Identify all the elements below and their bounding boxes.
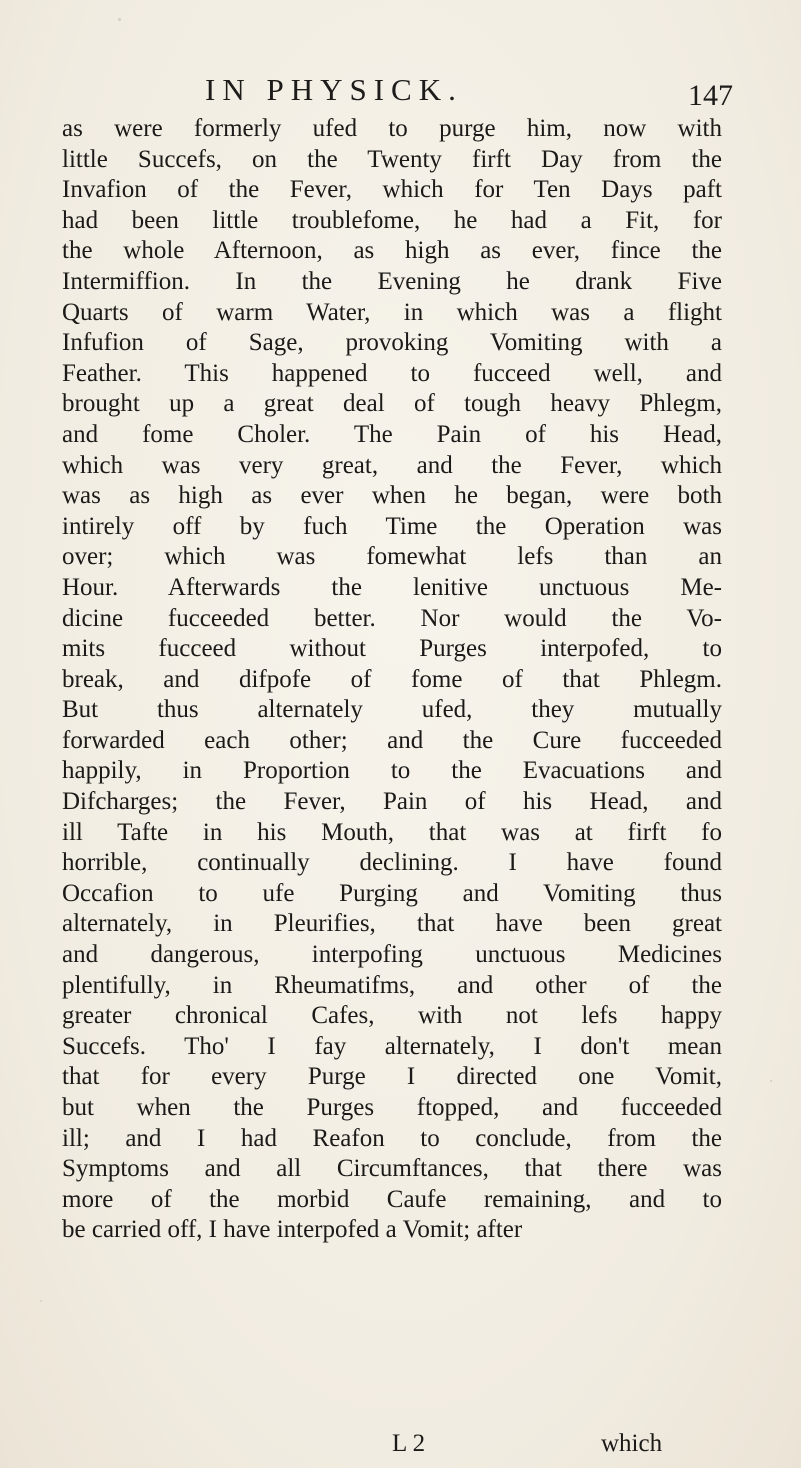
text-line: greater chronical Cafes, with not lefs happy <box>62 1002 722 1030</box>
text-line: Feather. This happened to fucceed well, and <box>62 359 722 387</box>
text-line: Occafion to ufe Purging and Vomiting thus <box>62 879 722 907</box>
text-line: Hour. Afterwards the lenitive unctuous Me- <box>62 573 722 601</box>
text-line: break, and difpofe of fome of that Phlegm. <box>62 665 722 693</box>
paper-speck <box>118 18 121 21</box>
text-line: Symptoms and all Circumftances, that there was <box>62 1155 722 1183</box>
text-line: Invafion of the Fever, which for Ten Days paft <box>62 176 722 204</box>
page-number: 147 <box>688 79 733 112</box>
text-line: and fome Choler. The Pain of his Head, <box>62 420 722 448</box>
text-line: forwarded each other; and the Cure fucceeded <box>62 726 722 754</box>
text-line: was as high as ever when he began, were both <box>62 482 722 510</box>
text-line: Succefs. Tho' I fay alternately, I don't mean <box>62 1032 722 1060</box>
text-line: as were formerly ufed to purge him, now with <box>62 115 722 142</box>
text-line: more of the morbid Caufe remaining, and to <box>62 1185 722 1213</box>
running-head <box>0 70 801 110</box>
running-head-title: IN PHYSICK. <box>205 72 463 107</box>
page-footer <box>0 1428 801 1460</box>
text-line: ill Tafte in his Mouth, that was at firft fo <box>62 818 722 846</box>
text-line: alternately, in Pleurifies, that have been great <box>62 910 722 938</box>
signature-mark: L 2 <box>392 1430 426 1457</box>
text-line: dicine fucceeded better. Nor would the Vo- <box>62 604 722 632</box>
text-line: but when the Purges ftopped, and fucceeded <box>62 1094 722 1121</box>
text-line: and dangerous, interpofing unctuous Medicines <box>62 941 722 969</box>
text-line: intirely off by fuch Time the Operation was <box>62 512 722 540</box>
text-line: Quarts of warm Water, in which was a flight <box>62 298 722 326</box>
text-line: happily, in Proportion to the Evacuations and <box>62 757 722 785</box>
text-line: plentifully, in Rheumatifms, and other of the <box>62 971 722 999</box>
catchword: which <box>601 1430 663 1457</box>
text-line: mits fucceed without Purges interpofed, to <box>62 635 722 663</box>
text-line: be carried off, I have interpofed a Vomit; after <box>62 1216 523 1244</box>
text-line: that for every Purge I directed one Vomit, <box>62 1063 722 1091</box>
text-line: the whole Afternoon, as high as ever, fince the <box>62 237 722 265</box>
paper-speck <box>40 1300 42 1302</box>
text-line: horrible, continually declining. I have found <box>62 849 722 877</box>
text-line: Intermiffion. In the Evening he drank Five <box>62 267 722 295</box>
text-line: little Succefs, on the Twenty firft Day from the <box>62 145 722 173</box>
text-line: ill; and I had Reafon to conclude, from the <box>62 1124 722 1152</box>
text-line: brought up a great deal of tough heavy Phlegm, <box>62 390 722 418</box>
text-line: Difcharges; the Fever, Pain of his Head, and <box>62 788 722 816</box>
text-line: over; which was fomewhat lefs than an <box>62 543 722 571</box>
body-text <box>62 114 722 1246</box>
paper-speck <box>770 1080 772 1082</box>
text-line: Infufion of Sage, provoking Vomiting with a <box>62 329 722 357</box>
text-line: had been little troublefome, he had a Fit, for <box>62 206 722 234</box>
text-line: But thus alternately ufed, they mutually <box>62 696 722 724</box>
text-line: which was very great, and the Fever, which <box>62 451 722 479</box>
